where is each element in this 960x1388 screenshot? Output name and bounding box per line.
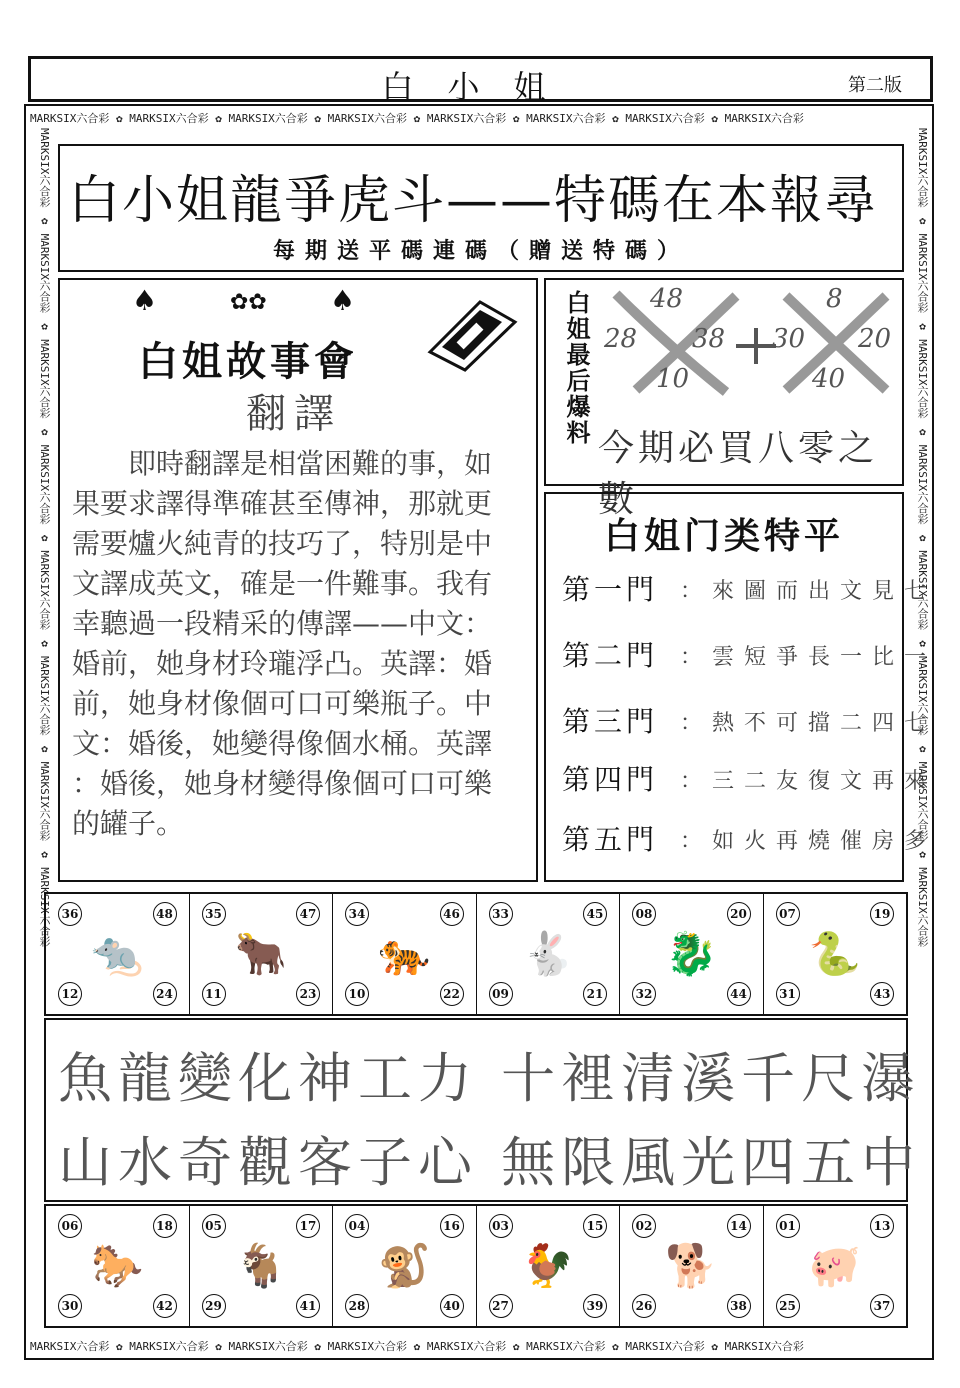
monkey-icon: 🐒	[378, 1241, 431, 1290]
left-border-strip: MARKSIX六合彩 ✿ MARKSIX六合彩 ✿ MARKSIX六合彩 ✿ MARKSIX六合彩 ✿ MARKSIX六合彩 ✿ MARKSIX六合彩 ✿ MARKSIX六合彩 ✿ MARKSIX六合彩	[38, 128, 51, 947]
zodiac-cell-goat	[190, 1206, 334, 1326]
zodiac-number: 20	[727, 902, 751, 926]
zodiac-number: 39	[583, 1294, 607, 1318]
story-line: 果要求譯得準確甚至傳神，那就更	[72, 487, 493, 520]
story-line: 即時翻譯是相當困難的事，如	[128, 447, 493, 480]
zodiac-number: 06	[58, 1214, 82, 1238]
page-banner	[28, 56, 933, 106]
zodiac-number: 48	[153, 902, 177, 926]
poem-box	[44, 1018, 922, 1202]
zodiac-cell-dragon	[620, 894, 764, 1014]
door-label: 第二門	[562, 639, 659, 672]
story-line: 需要爐火純青的技巧了，特別是中	[72, 527, 493, 560]
headline-subtext: 每期送平碼連碼（贈送特碼）	[272, 239, 689, 264]
tip-number: 48	[650, 284, 684, 314]
zodiac-number: 12	[58, 982, 82, 1006]
door-label: 第五門	[562, 823, 659, 856]
tip-box	[544, 278, 904, 520]
zodiac-number: 41	[296, 1294, 320, 1318]
rat-icon: 🐀	[91, 929, 144, 978]
tip-label: 白姐最后爆料	[562, 290, 590, 446]
zodiac-number: 02	[632, 1214, 656, 1238]
zodiac-number: 28	[345, 1294, 369, 1318]
zodiac-number: 18	[153, 1214, 177, 1238]
zodiac-cell-tiger	[333, 894, 477, 1014]
zodiac-number: 24	[153, 982, 177, 1006]
door-label: 第三門	[562, 705, 659, 738]
tip-number: 20	[858, 324, 892, 354]
newspaper-title: 白小姐	[381, 68, 580, 106]
book-icon	[420, 292, 520, 372]
rabbit-icon: 🐇	[521, 929, 574, 978]
goat-icon: 🐐	[234, 1241, 287, 1290]
zodiac-cell-monkey	[333, 1206, 477, 1326]
zodiac-cell-pig	[764, 1206, 907, 1326]
zodiac-number: 42	[153, 1294, 177, 1318]
door-value: ：雲短爭長一比一	[680, 645, 937, 670]
story-line: 的罐子。	[72, 807, 185, 840]
zodiac-number: 31	[776, 982, 800, 1006]
flower-icon: ✿✿	[230, 290, 267, 315]
tip-number: 10	[656, 364, 690, 394]
tulip-icon: ♠	[330, 284, 356, 317]
top-border-strip: MARKSIX六合彩 ✿ MARKSIX六合彩 ✿ MARKSIX六合彩 ✿ MARKSIX六合彩 ✿ MARKSIX六合彩 ✿ MARKSIX六合彩 ✿ MARKSIX六合彩 ✿ MARKSIX六合彩	[30, 112, 804, 125]
tip-number: 40	[812, 364, 846, 394]
zodiac-number: 03	[489, 1214, 513, 1238]
bottom-border-strip: MARKSIX六合彩 ✿ MARKSIX六合彩 ✿ MARKSIX六合彩 ✿ MARKSIX六合彩 ✿ MARKSIX六合彩 ✿ MARKSIX六合彩 ✿ MARKSIX六合彩 ✿ MARKSIX六合彩	[30, 1340, 804, 1353]
zodiac-number: 26	[632, 1294, 656, 1318]
story-line: 文：婚後，她變得像個水桶。英譯	[72, 727, 493, 760]
zodiac-number: 47	[296, 902, 320, 926]
tip-numbers	[596, 284, 896, 404]
zodiac-number: 37	[870, 1294, 894, 1318]
zodiac-number: 07	[776, 902, 800, 926]
zodiac-number: 05	[202, 1214, 226, 1238]
zodiac-number: 45	[583, 902, 607, 926]
zodiac-number: 11	[202, 982, 226, 1006]
zodiac-cell-dog	[620, 1206, 764, 1326]
story-subtitle: 翻譯	[246, 391, 342, 437]
tulip-icon: ♠	[132, 284, 158, 317]
headline-text: 白小姐龍爭虎斗——特碼在本報尋	[68, 171, 879, 231]
zodiac-number: 44	[727, 982, 751, 1006]
zodiac-number: 30	[58, 1294, 82, 1318]
ox-icon: 🐂	[234, 929, 287, 978]
zodiac-number: 22	[440, 982, 464, 1006]
story-line: 前，她身材像個可口可樂瓶子。中	[72, 687, 493, 720]
zodiac-number: 40	[440, 1294, 464, 1318]
zodiac-number: 16	[440, 1214, 464, 1238]
dog-icon: 🐕	[665, 1241, 718, 1290]
zodiac-number: 27	[489, 1294, 513, 1318]
door-value: ：來圖而出文見七	[680, 579, 937, 604]
pig-icon: 🐖	[808, 1241, 861, 1290]
tip-number: 8	[826, 284, 843, 314]
horse-icon: 🐎	[91, 1241, 144, 1290]
zodiac-number: 36	[58, 902, 82, 926]
door-row	[562, 758, 937, 798]
story-body	[72, 444, 532, 844]
zodiac-number: 17	[296, 1214, 320, 1238]
door-value: ：如火再燒催房多	[680, 829, 937, 854]
zodiac-number: 34	[345, 902, 369, 926]
zodiac-number: 13	[870, 1214, 894, 1238]
tip-pick: 今期必買八零之數	[598, 428, 879, 520]
tip-number: 38	[692, 324, 726, 354]
door-value: ：三二友復文再來	[680, 769, 937, 794]
door-label: 第四門	[562, 763, 659, 796]
zodiac-number: 32	[632, 982, 656, 1006]
tip-number: 28	[604, 324, 638, 354]
zodiac-number: 01	[776, 1214, 800, 1238]
story-box	[58, 278, 538, 882]
zodiac-number: 10	[345, 982, 369, 1006]
zodiac-cell-rat	[46, 894, 190, 1014]
zodiac-cell-snake	[764, 894, 907, 1014]
story-title: 白姐故事會	[138, 339, 358, 385]
zodiac-number: 33	[489, 902, 513, 926]
poem-line: 魚龍變化神工力 十裡清溪千尺瀑	[58, 1047, 922, 1110]
zodiac-number: 35	[202, 902, 226, 926]
zodiac-cell-ox	[190, 894, 334, 1014]
zodiac-number: 04	[345, 1214, 369, 1238]
tiger-icon: 🐅	[378, 929, 431, 978]
doors-box	[544, 492, 937, 882]
zodiac-number: 25	[776, 1294, 800, 1318]
zodiac-cell-rooster	[477, 1206, 621, 1326]
door-row	[562, 568, 937, 608]
story-line: ：婚後，她身材變得像個可口可樂	[72, 767, 493, 800]
poem-line: 山水奇觀客子心 無限風光四五中	[58, 1131, 922, 1194]
zodiac-number: 29	[202, 1294, 226, 1318]
headline-box	[58, 144, 904, 272]
zodiac-cell-horse	[46, 1206, 190, 1326]
zodiac-number: 09	[489, 982, 513, 1006]
zodiac-cell-rabbit	[477, 894, 621, 1014]
zodiac-number: 21	[583, 982, 607, 1006]
zodiac-number: 38	[727, 1294, 751, 1318]
zodiac-number: 43	[870, 982, 894, 1006]
cross-marks	[596, 284, 896, 404]
zodiac-number: 19	[870, 902, 894, 926]
zodiac-number: 46	[440, 902, 464, 926]
edition-label: 第二版	[848, 75, 902, 96]
zodiac-row-top	[44, 892, 908, 1016]
door-value: ：熱不可擋二四七	[680, 711, 937, 736]
story-line: 文譯成英文，確是一件難事。我有	[72, 567, 493, 600]
zodiac-row-bottom	[44, 1204, 908, 1328]
door-row	[562, 634, 937, 674]
dragon-icon: 🐉	[665, 929, 718, 978]
door-row	[562, 700, 937, 740]
story-line: 婚前，她身材玲瓏浮凸。英譯：婚	[72, 647, 493, 680]
zodiac-number: 15	[583, 1214, 607, 1238]
door-label: 第一門	[562, 573, 659, 606]
rooster-icon: 🐓	[521, 1241, 574, 1290]
snake-icon: 🐍	[808, 929, 861, 978]
zodiac-number: 23	[296, 982, 320, 1006]
doors-title: 白姐门类特平	[603, 516, 844, 557]
tip-number: 30	[772, 324, 806, 354]
zodiac-number: 08	[632, 902, 656, 926]
right-border-strip: MARKSIX六合彩 ✿ MARKSIX六合彩 ✿ MARKSIX六合彩 ✿ MARKSIX六合彩 ✿ MARKSIX六合彩 ✿ MARKSIX六合彩 ✿ MARKSIX六合彩 ✿ MARKSIX六合彩	[916, 128, 929, 947]
door-row	[562, 818, 937, 858]
story-line: 幸聽過一段精采的傳譯——中文：	[72, 607, 493, 640]
zodiac-number: 14	[727, 1214, 751, 1238]
